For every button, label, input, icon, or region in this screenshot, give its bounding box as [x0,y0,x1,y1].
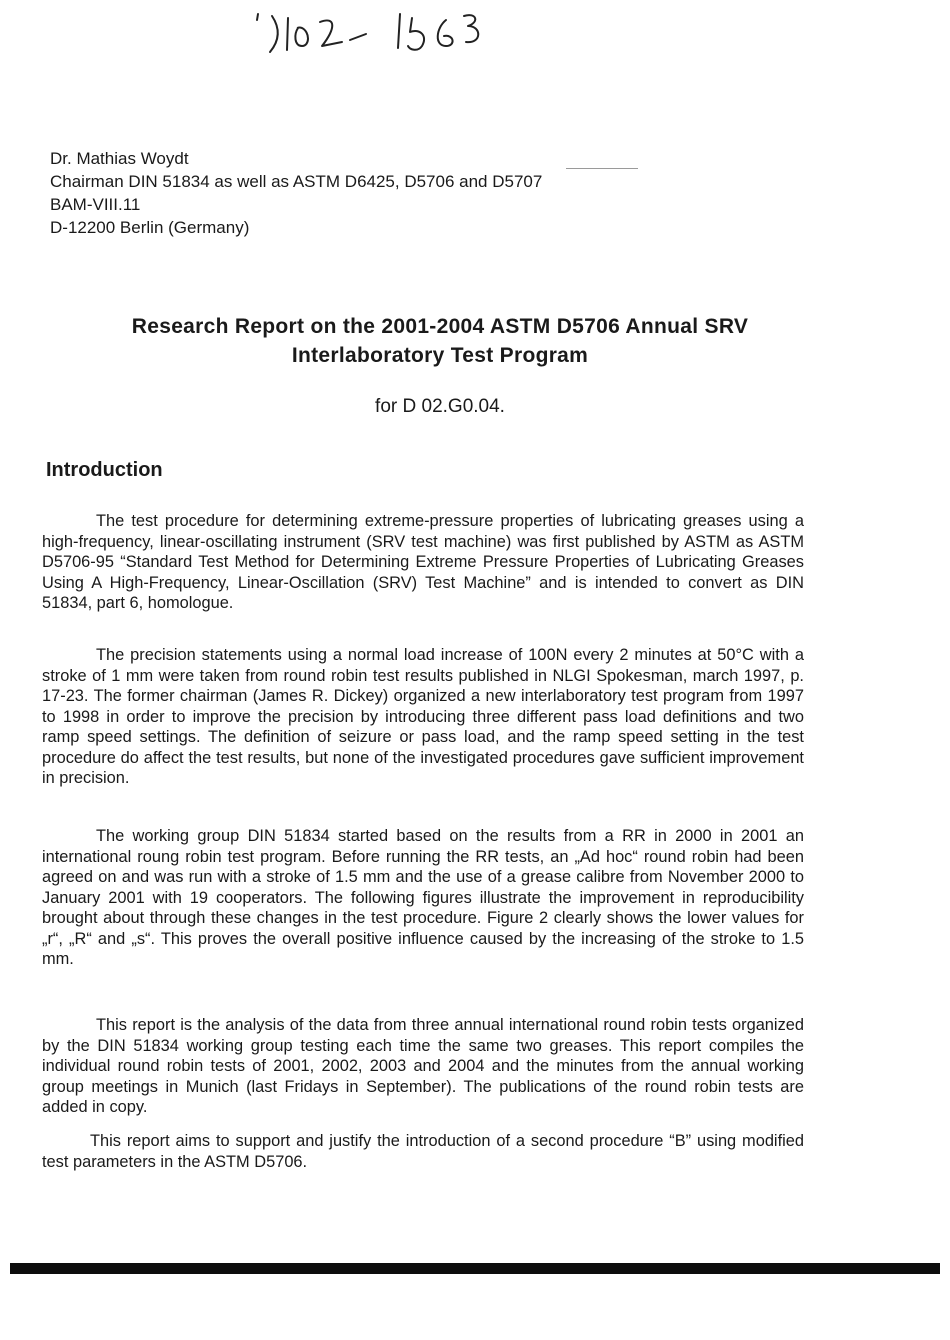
author-name: Dr. Mathias Woydt [50,149,189,168]
section-heading-introduction: Introduction [46,459,163,481]
handwritten-note-drawing [250,6,510,56]
author-department: BAM-VIII.11 [50,195,141,214]
report-subtitle: for D 02.G0.04. [375,396,505,417]
report-title-line-2: Interlaboratory Test Program [291,344,589,367]
paragraph-5: This report aims to support and justify the introduction of a second procedure “B” using modified test parameters in the ASTM D5706. [42,1132,804,1171]
paragraph-1: The test procedure for determining extreme-pressure properties of lubricating greases using a high-frequency, linear-oscillating instrument (SRV test machine) was first published by ASTM as ASTM D5706-95 “Standard Test Method for Determining Extreme Pressure Properties of Lubricating Greases Using A High-Frequency, Linear-Oscillation (SRV) Test Machine” and is intended to convert as DIN 51834, part 6, homologue. [42,512,804,612]
bottom-black-bar [10,1263,940,1274]
author-city: D-12200 Berlin (Germany) [50,218,250,237]
paragraph-4: This report is the analysis of the data from three annual international round robin tests organized by the DIN 51834 working group testing each time the same two greases. This report compiles the individual round robin tests of 2001, 2002, 2003 and 2004 and the minutes from the annual working group meetings in Munich (last Fridays in September). The publications of the round robin tests are added in copy. [42,1016,804,1116]
paragraph-2: The precision statements using a normal load increase of 100N every 2 minutes at 50°C with a stroke of 1 mm were taken from round robin test results published in NLGI Spokesman, march 1997, p. 17-23. The former chairman (James R. Dickey) organized a new interlaboratory test program from 1997 to 1998 in order to improve the precision by introducing three different pass load definitions and two ramp speed settings. The definition of seizure or pass load, and the ramp speed setting in the test procedure do affect the test results, but none of the investigated procedures gave sufficient improvement in precision. [42,646,804,787]
paragraph-3: The working group DIN 51834 started based on the results from a RR in 2000 in 2001 an international roung robin test program. Before running the RR tests, an „Ad hoc“ round robin had been agreed on and was run with a stroke of 1.5 mm and the use of a grease calibre from November 2000 to January 2001 with 19 cooperators. The following figures illustrate the improvement in reproducibility brought about through these changes in the test procedure. Figure 2 clearly shows the lower values for „r“, „R“ and „s“. This proves the overall positive influence caused by the increasing of the stroke to 1.5 mm. [42,827,804,968]
author-position: Chairman DIN 51834 as well as ASTM D6425, D5706 and D5707 [50,172,543,191]
handwritten-note [250,6,510,56]
sender-address-block [50,147,670,239]
report-title [60,312,820,370]
report-title-line-1: Research Report on the 2001-2004 ASTM D5706 Annual SRV [131,315,749,338]
